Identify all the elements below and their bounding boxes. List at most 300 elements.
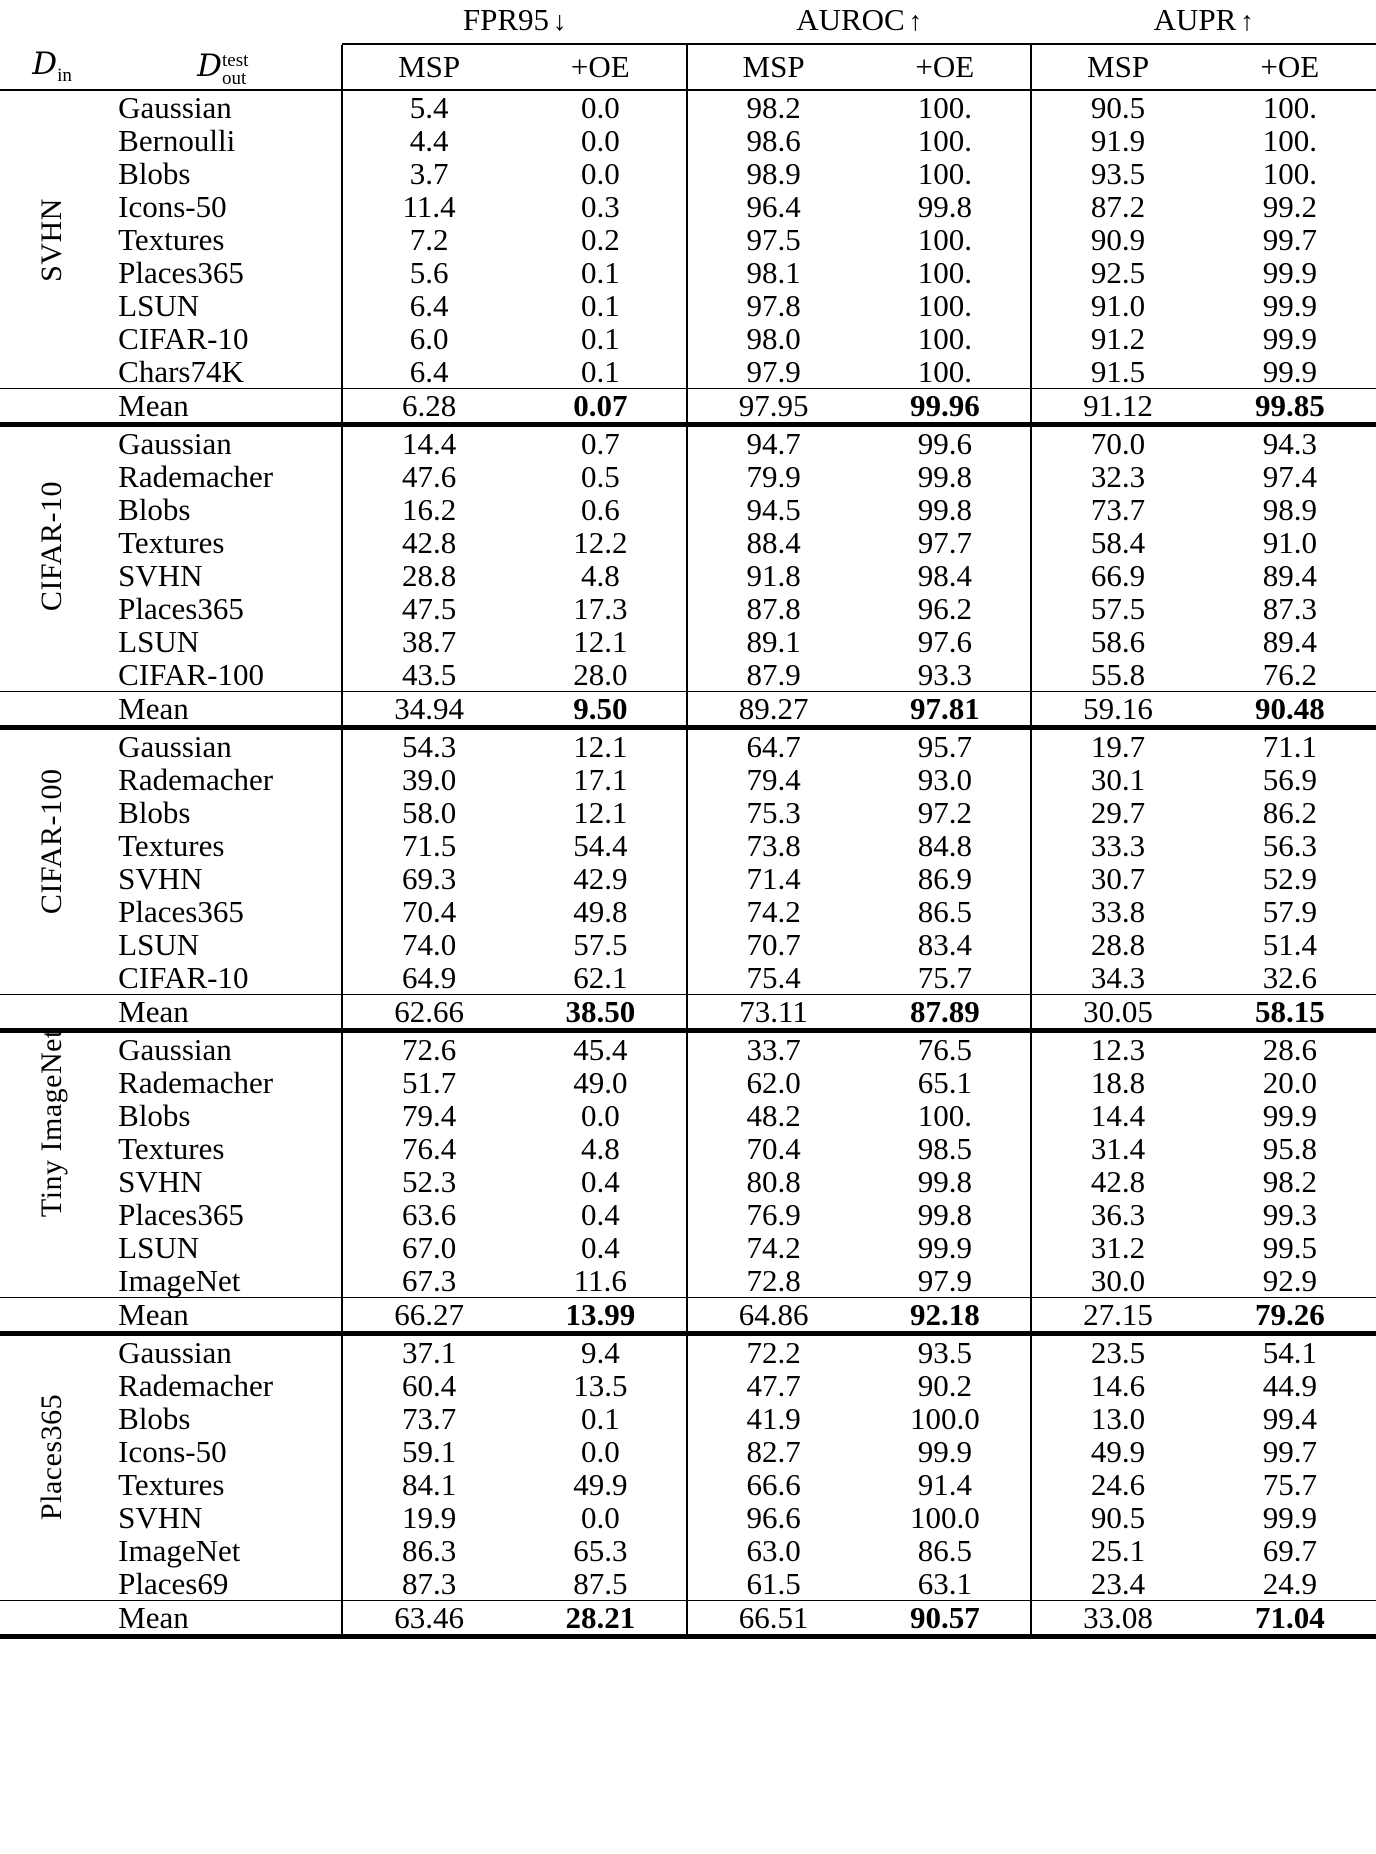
mean-value: 87.89 (859, 995, 1031, 1031)
cell-value: 18.8 (1031, 1066, 1203, 1099)
table-row (0, 763, 1376, 796)
mean-value: 73.11 (687, 995, 859, 1031)
cell-value: 42.8 (342, 526, 514, 559)
table-row (0, 559, 1376, 592)
cell-value: 60.4 (342, 1369, 514, 1402)
mean-row-spacer (0, 995, 104, 1031)
cell-value: 12.2 (573, 525, 628, 560)
cell-value: 14.6 (1031, 1369, 1203, 1402)
mean-value: 9.50 (515, 692, 687, 728)
sub-header-auroc-msp: MSP (687, 45, 859, 90)
table-row (0, 1264, 1376, 1298)
table-row (0, 322, 1376, 355)
table-row (0, 355, 1376, 389)
mean-value: 0.07 (515, 389, 687, 425)
table-row (0, 1066, 1376, 1099)
cell-value: 13.0 (1031, 1402, 1203, 1435)
row-label: Blobs (118, 156, 191, 191)
cell-value: 67.3 (342, 1264, 514, 1298)
row-label: Bernoulli (118, 123, 236, 158)
cell-value: 100. (1204, 90, 1376, 124)
cell-value: 57.5 (1031, 592, 1203, 625)
row-label: Blobs (118, 492, 191, 527)
cell-value: 100. (1262, 156, 1317, 191)
mean-value: 30.05 (1031, 995, 1203, 1031)
cell-value: 30.7 (1031, 862, 1203, 895)
row-label: Rademacher (118, 762, 274, 797)
cell-value: 3.7 (342, 157, 514, 190)
cell-value: 87.5 (573, 1566, 628, 1601)
group-header-auroc: AUROC ↑ (796, 2, 923, 37)
mean-row-spacer (0, 389, 104, 425)
mean-value: 64.86 (687, 1298, 859, 1334)
cell-value: 83.4 (917, 927, 972, 962)
cell-value: 100. (917, 354, 972, 389)
cell-value: 23.4 (1031, 1567, 1203, 1601)
mean-row (0, 692, 1376, 728)
mean-value: 99.85 (1204, 389, 1376, 425)
cell-value: 54.3 (342, 728, 514, 764)
cell-value: 99.9 (1262, 1098, 1317, 1133)
cell-value: 28.6 (1204, 1031, 1376, 1067)
header-d-out-test: D test out (197, 48, 249, 89)
cell-value: 97.2 (917, 795, 972, 830)
cell-value: 96.4 (687, 190, 859, 223)
section-label-cifar-100 (0, 728, 104, 995)
cell-value: 76.5 (859, 1031, 1031, 1067)
cell-value: 75.3 (687, 796, 859, 829)
cell-value: 71.5 (342, 829, 514, 862)
row-label: CIFAR-100 (118, 657, 264, 692)
cell-value: 98.5 (917, 1131, 972, 1166)
cell-value: 87.3 (1262, 591, 1317, 626)
table-row (0, 1501, 1376, 1534)
cell-value: 69.3 (342, 862, 514, 895)
cell-value: 90.2 (917, 1368, 972, 1403)
cell-value: 0.0 (580, 156, 620, 191)
table-row (0, 592, 1376, 625)
mean-value: 79.26 (1204, 1298, 1376, 1334)
mean-label: Mean (104, 389, 342, 425)
cell-value: 62.0 (687, 1066, 859, 1099)
cell-value: 0.3 (580, 189, 620, 224)
group-header-fpr95: FPR95 ↓ (462, 2, 567, 37)
table-row (0, 1402, 1376, 1435)
mean-row (0, 995, 1376, 1031)
cell-value: 99.9 (1262, 354, 1317, 389)
cell-value: 59.1 (342, 1435, 514, 1468)
table-row (0, 124, 1376, 157)
cell-value: 56.3 (1262, 828, 1317, 863)
row-label: Blobs (118, 1098, 191, 1133)
mean-value: 13.99 (515, 1298, 687, 1334)
mean-label: Mean (104, 1298, 342, 1334)
cell-value: 91.4 (917, 1467, 972, 1502)
cell-value: 33.3 (1031, 829, 1203, 862)
table-row (0, 157, 1376, 190)
cell-value: 70.4 (687, 1132, 859, 1165)
cell-value: 12.1 (573, 624, 628, 659)
cell-value: 86.5 (917, 894, 972, 929)
row-label: LSUN (118, 624, 200, 659)
cell-value: 93.3 (917, 657, 972, 692)
cell-value: 79.4 (687, 763, 859, 796)
cell-value: 86.3 (342, 1534, 514, 1567)
cell-value: 99.9 (917, 1434, 972, 1469)
cell-value: 11.6 (573, 1263, 627, 1298)
row-label: CIFAR-10 (118, 960, 249, 995)
sub-header-fpr95-oe: +OE (570, 49, 630, 84)
cell-value: 52.9 (1262, 861, 1317, 896)
cell-value: 99.9 (1262, 1500, 1317, 1535)
table-row (0, 289, 1376, 322)
cell-value: 99.2 (1262, 189, 1317, 224)
cell-value: 97.9 (917, 1263, 972, 1298)
cell-value: 63.6 (342, 1198, 514, 1231)
cell-value: 29.7 (1031, 796, 1203, 829)
section-label-tiny-imagenet (0, 1031, 104, 1298)
table-row (0, 190, 1376, 223)
table-row (0, 796, 1376, 829)
cell-value: 0.0 (580, 1434, 620, 1469)
cell-value: 92.9 (1262, 1263, 1317, 1298)
mean-value: 58.15 (1204, 995, 1376, 1031)
cell-value: 99.9 (1262, 321, 1317, 356)
cell-value: 24.6 (1031, 1468, 1203, 1501)
table-row (0, 526, 1376, 559)
cell-value: 89.4 (1262, 558, 1317, 593)
cell-value: 74.0 (342, 928, 514, 961)
cell-value: 20.0 (1262, 1065, 1317, 1100)
mean-row-spacer (0, 692, 104, 728)
sub-header-fpr95-msp: MSP (342, 45, 514, 90)
mean-value: 59.16 (1031, 692, 1203, 728)
table-row (0, 829, 1376, 862)
cell-value: 34.3 (1031, 961, 1203, 995)
cell-value: 96.6 (687, 1501, 859, 1534)
mean-value: 38.50 (515, 995, 687, 1031)
cell-value: 99.8 (917, 1197, 972, 1232)
table-row (0, 658, 1376, 692)
mean-row (0, 1601, 1376, 1635)
cell-value: 100. (917, 288, 972, 323)
cell-value: 99.8 (917, 492, 972, 527)
cell-value: 5.4 (342, 90, 514, 124)
cell-value: 4.8 (580, 1131, 620, 1166)
cell-value: 66.9 (1031, 559, 1203, 592)
cell-value: 99.3 (1262, 1197, 1317, 1232)
group-header-row (0, 0, 1376, 43)
cell-value: 75.4 (687, 961, 859, 995)
cell-value: 12.1 (573, 795, 628, 830)
cell-value: 98.1 (687, 256, 859, 289)
cell-value: 84.1 (342, 1468, 514, 1501)
section-label-svhn (0, 90, 104, 389)
row-label: Gaussian (104, 1334, 342, 1370)
cell-value: 98.2 (687, 90, 859, 124)
mean-value: 33.08 (1031, 1601, 1203, 1635)
cell-value: 98.4 (917, 558, 972, 593)
row-label: ImageNet (118, 1263, 241, 1298)
row-label: Places365 (118, 255, 244, 290)
up-arrow-icon: ↑ (1240, 6, 1254, 36)
cell-value: 92.5 (1031, 256, 1203, 289)
cell-value: 87.3 (342, 1567, 514, 1601)
cell-value: 87.2 (1031, 190, 1203, 223)
cell-value: 0.0 (580, 1500, 620, 1535)
cell-value: 25.1 (1031, 1534, 1203, 1567)
cell-value: 49.9 (1031, 1435, 1203, 1468)
cell-value: 87.9 (687, 658, 859, 692)
cell-value: 99.8 (917, 189, 972, 224)
cell-value: 99.4 (1262, 1401, 1317, 1436)
cell-value: 12.1 (515, 728, 687, 764)
mean-value: 90.48 (1204, 692, 1376, 728)
table-bottom-rule (0, 1634, 1376, 1639)
cell-value: 63.0 (687, 1534, 859, 1567)
table-row (0, 90, 1376, 124)
row-label: Textures (118, 1467, 225, 1502)
section-label-text: CIFAR-100 (35, 768, 69, 915)
cell-value: 99.5 (1262, 1230, 1317, 1265)
table-row (0, 1031, 1376, 1067)
mean-value: 71.04 (1204, 1601, 1376, 1635)
row-label: Places69 (118, 1566, 229, 1601)
table-row (0, 1369, 1376, 1402)
cell-value: 54.1 (1204, 1334, 1376, 1370)
cell-value: 37.1 (342, 1334, 514, 1370)
row-label: Icons-50 (118, 1434, 227, 1469)
row-label: Textures (118, 222, 225, 257)
cell-value: 52.3 (342, 1165, 514, 1198)
cell-value: 91.2 (1031, 322, 1203, 355)
section-label-text: Places365 (35, 1393, 69, 1521)
cell-value: 100. (917, 1098, 972, 1133)
table-row (0, 728, 1376, 764)
cell-value: 7.2 (342, 223, 514, 256)
cell-value: 47.7 (687, 1369, 859, 1402)
row-label: LSUN (118, 927, 200, 962)
cell-value: 0.1 (580, 1401, 620, 1436)
table-row (0, 223, 1376, 256)
sub-header-aupr-msp: MSP (1031, 45, 1203, 90)
cell-value: 99.6 (859, 425, 1031, 461)
cell-value: 100. (917, 222, 972, 257)
sub-header-row (0, 45, 1376, 90)
cell-value: 17.1 (573, 762, 628, 797)
cell-value: 41.9 (687, 1402, 859, 1435)
mean-value: 97.81 (859, 692, 1031, 728)
cell-value: 91.8 (687, 559, 859, 592)
sub-header-auroc-oe: +OE (915, 49, 975, 84)
row-label: LSUN (118, 288, 200, 323)
table-row (0, 1567, 1376, 1601)
section-label-text: SVHN (35, 197, 69, 282)
cell-value: 58.6 (1031, 625, 1203, 658)
cell-value: 38.7 (342, 625, 514, 658)
cell-value: 100. (1262, 123, 1317, 158)
cell-value: 13.5 (573, 1368, 628, 1403)
table-row (0, 862, 1376, 895)
cell-value: 100. (917, 123, 972, 158)
table-row (0, 895, 1376, 928)
cell-value: 100. (917, 321, 972, 356)
cell-value: 65.3 (573, 1533, 628, 1568)
cell-value: 93.5 (1031, 157, 1203, 190)
cell-value: 69.7 (1262, 1533, 1317, 1568)
cell-value: 70.0 (1031, 425, 1203, 461)
cell-value: 17.3 (573, 591, 628, 626)
row-label: Rademacher (118, 1368, 274, 1403)
cell-value: 94.7 (687, 425, 859, 461)
cell-value: 6.0 (342, 322, 514, 355)
row-label: Places365 (118, 894, 244, 929)
cell-value: 86.2 (1262, 795, 1317, 830)
cell-value: 100. (917, 156, 972, 191)
cell-value: 6.4 (342, 289, 514, 322)
cell-value: 91.9 (1031, 124, 1203, 157)
mean-value: 89.27 (687, 692, 859, 728)
cell-value: 82.7 (687, 1435, 859, 1468)
cell-value: 95.8 (1262, 1131, 1317, 1166)
cell-value: 28.0 (573, 657, 628, 692)
cell-value: 0.4 (580, 1164, 620, 1199)
cell-value: 98.2 (1262, 1164, 1317, 1199)
cell-value: 99.9 (1262, 288, 1317, 323)
cell-value: 97.7 (917, 525, 972, 560)
table-row (0, 1468, 1376, 1501)
cell-value: 100.0 (909, 1401, 980, 1436)
mean-value: 92.18 (859, 1298, 1031, 1334)
cell-value: 95.7 (859, 728, 1031, 764)
mean-label: Mean (104, 692, 342, 728)
up-arrow-icon: ↑ (908, 6, 923, 36)
cell-value: 49.0 (573, 1065, 628, 1100)
cell-value: 72.6 (342, 1031, 514, 1067)
cell-value: 31.2 (1031, 1231, 1203, 1264)
cell-value: 47.6 (342, 460, 514, 493)
row-label: SVHN (118, 1164, 203, 1199)
cell-value: 71.1 (1204, 728, 1376, 764)
cell-value: 0.4 (580, 1230, 620, 1265)
cell-value: 47.5 (342, 592, 514, 625)
cell-value: 12.3 (1031, 1031, 1203, 1067)
cell-value: 23.5 (1031, 1334, 1203, 1370)
cell-value: 58.0 (342, 796, 514, 829)
sub-header-aupr-oe: +OE (1260, 49, 1320, 84)
row-label: SVHN (118, 861, 203, 896)
cell-value: 11.4 (342, 190, 514, 223)
cell-value: 73.7 (342, 1402, 514, 1435)
row-label: Blobs (118, 795, 191, 830)
row-label: Chars74K (118, 354, 244, 389)
cell-value: 99.9 (1262, 255, 1317, 290)
cell-value: 99.9 (917, 1230, 972, 1265)
table-row (0, 1099, 1376, 1132)
cell-value: 98.6 (687, 124, 859, 157)
cell-value: 91.0 (1031, 289, 1203, 322)
table-row (0, 961, 1376, 995)
cell-value: 91.0 (1262, 525, 1317, 560)
cell-value: 54.4 (573, 828, 628, 863)
mean-row (0, 389, 1376, 425)
section-label-cifar-10 (0, 425, 104, 692)
table-row (0, 1198, 1376, 1231)
table-row (0, 1132, 1376, 1165)
cell-value: 51.7 (342, 1066, 514, 1099)
cell-value: 56.9 (1262, 762, 1317, 797)
cell-value: 97.6 (917, 624, 972, 659)
cell-value: 73.7 (1031, 493, 1203, 526)
table-row (0, 425, 1376, 461)
mean-label: Mean (104, 995, 342, 1031)
cell-value: 16.2 (342, 493, 514, 526)
cell-value: 99.7 (1262, 222, 1317, 257)
mean-value: 62.66 (342, 995, 514, 1031)
cell-value: 76.2 (1262, 657, 1317, 692)
cell-value: 89.1 (687, 625, 859, 658)
mean-value: 90.57 (859, 1601, 1031, 1635)
cell-value: 0.0 (515, 90, 687, 124)
cell-value: 58.4 (1031, 526, 1203, 559)
cell-value: 97.5 (687, 223, 859, 256)
cell-value: 70.4 (342, 895, 514, 928)
cell-value: 97.8 (687, 289, 859, 322)
cell-value: 0.4 (580, 1197, 620, 1232)
cell-value: 0.1 (580, 288, 620, 323)
section-label-text: Tiny ImageNet (35, 1029, 69, 1218)
cell-value: 90.5 (1031, 90, 1203, 124)
cell-value: 0.0 (580, 123, 620, 158)
cell-value: 36.3 (1031, 1198, 1203, 1231)
cell-value: 28.8 (1031, 928, 1203, 961)
cell-value: 42.9 (573, 861, 628, 896)
cell-value: 57.9 (1262, 894, 1317, 929)
row-label: Gaussian (104, 728, 342, 764)
cell-value: 31.4 (1031, 1132, 1203, 1165)
cell-value: 30.1 (1031, 763, 1203, 796)
cell-value: 24.9 (1262, 1566, 1317, 1601)
row-label: Places365 (118, 1197, 244, 1232)
row-label: Gaussian (104, 90, 342, 124)
row-label: Icons-50 (118, 189, 227, 224)
cell-value: 96.2 (917, 591, 972, 626)
cell-value: 5.6 (342, 256, 514, 289)
cell-value: 90.9 (1031, 223, 1203, 256)
table-row (0, 928, 1376, 961)
table-row (0, 460, 1376, 493)
cell-value: 49.8 (573, 894, 628, 929)
mean-value: 97.95 (687, 389, 859, 425)
cell-value: 55.8 (1031, 658, 1203, 692)
row-label: Textures (118, 525, 225, 560)
mean-value: 91.12 (1031, 389, 1203, 425)
cell-value: 75.7 (917, 960, 972, 995)
cell-value: 4.4 (342, 124, 514, 157)
row-label: Rademacher (118, 459, 274, 494)
row-label: SVHN (118, 1500, 203, 1535)
cell-value: 0.1 (580, 255, 620, 290)
cell-value: 71.4 (687, 862, 859, 895)
row-label: Gaussian (104, 1031, 342, 1067)
cell-value: 73.8 (687, 829, 859, 862)
cell-value: 80.8 (687, 1165, 859, 1198)
row-label: Places365 (118, 591, 244, 626)
cell-value: 39.0 (342, 763, 514, 796)
mean-value: 28.21 (515, 1601, 687, 1635)
mean-row (0, 1298, 1376, 1334)
cell-value: 100. (859, 90, 1031, 124)
